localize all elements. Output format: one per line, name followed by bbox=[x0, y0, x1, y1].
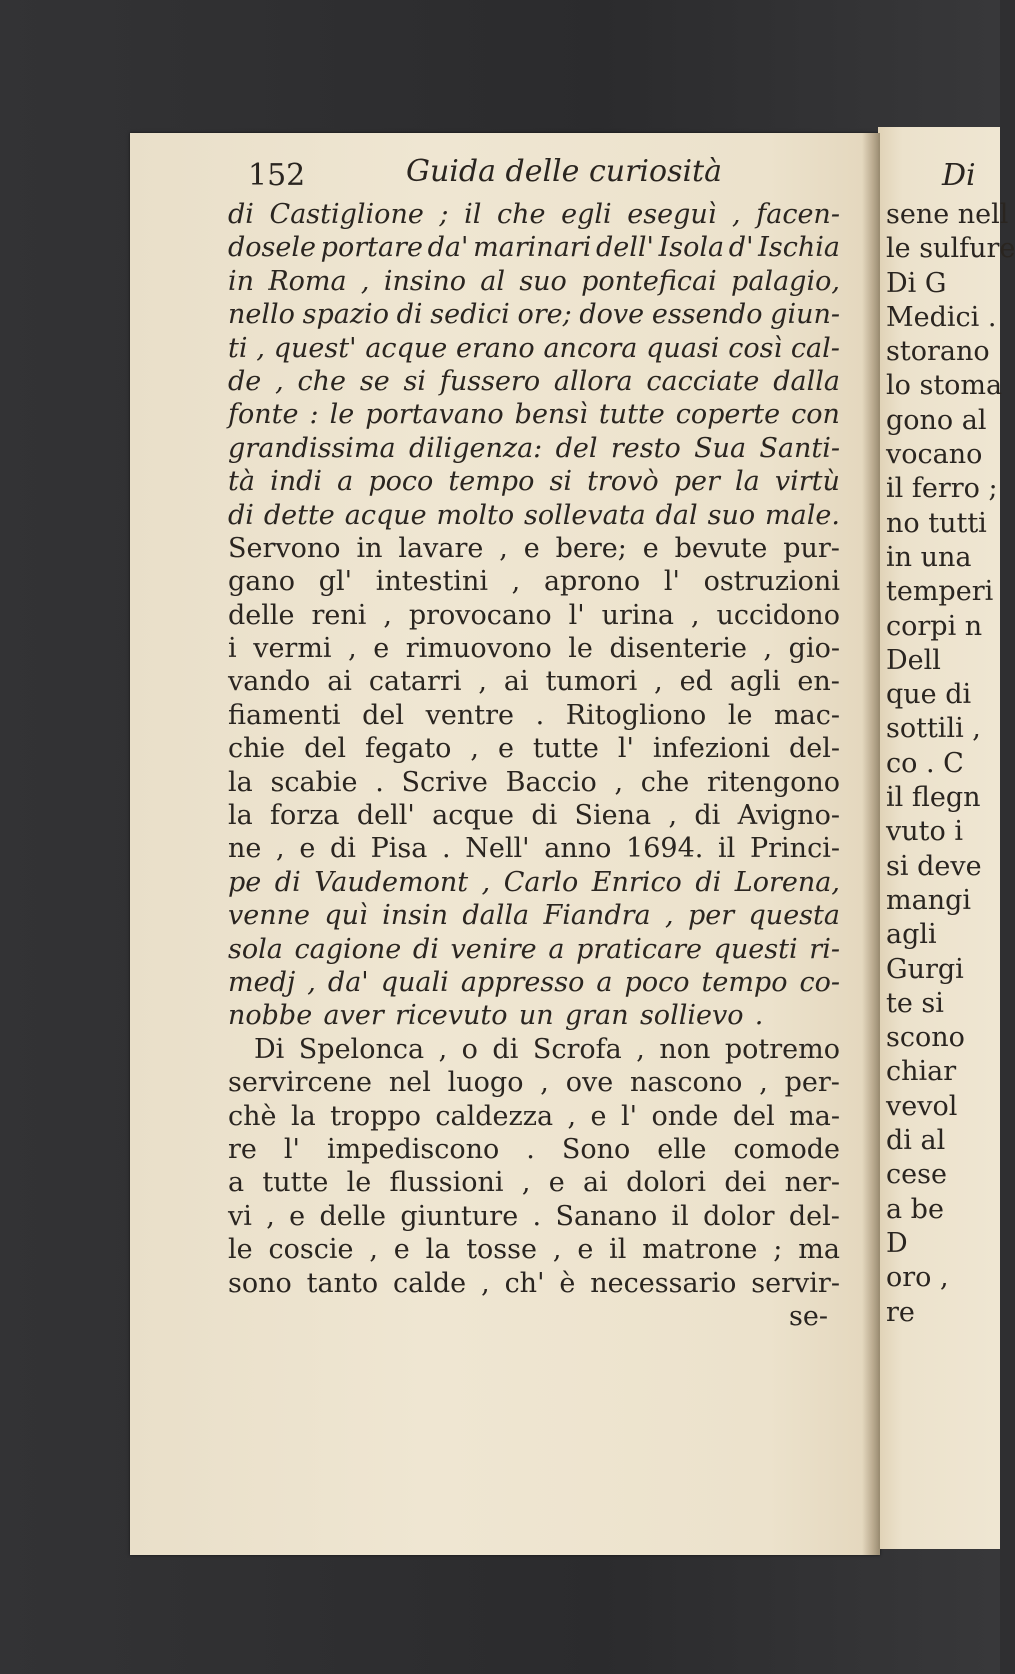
right-text-line: D bbox=[886, 1227, 908, 1259]
right-text-line: chiar bbox=[886, 1056, 957, 1088]
text-line: nobbe aver ricevuto un gran sollievo . bbox=[228, 1000, 764, 1032]
right-text-line: a be bbox=[886, 1193, 944, 1225]
right-text-line: que di bbox=[886, 679, 972, 711]
book-gutter bbox=[862, 133, 880, 1555]
text-line: fiamenti del ventre . Ritogliono le mac- bbox=[228, 699, 840, 731]
right-page-text bbox=[886, 154, 1015, 1330]
right-text-line: co . C bbox=[886, 747, 964, 779]
text-line: a tutte le flussioni , e ai dolori dei ner- bbox=[228, 1167, 840, 1199]
right-text-line: gono al bbox=[886, 404, 987, 436]
text-line: chè la troppo caldezza , e l' onde del ma- bbox=[228, 1100, 840, 1132]
text-line: i vermi , e rimuovono le disenterie , gio- bbox=[228, 633, 840, 665]
text-line: di Castiglione ; il che egli eseguì , facen- bbox=[228, 199, 840, 230]
page-header bbox=[228, 154, 840, 198]
right-text-line: il ferro ; bbox=[886, 473, 998, 505]
text-lines bbox=[228, 198, 840, 1300]
text-line: la forza dell' acque di Siena , di Avigno- bbox=[228, 800, 840, 832]
text-line: chie del fegato , e tutte l' infezioni del- bbox=[228, 733, 840, 765]
text-line: delle reni , provocano l' urina , uccidono bbox=[228, 599, 840, 631]
right-text-line: Di G bbox=[886, 267, 947, 299]
running-title: Guida delle curiosità bbox=[406, 154, 722, 189]
right-text-lines bbox=[886, 198, 1015, 1330]
right-text-line: re bbox=[886, 1296, 915, 1328]
right-text-line: mangi bbox=[886, 884, 972, 916]
text-line: servircene nel luogo , ove nascono , per- bbox=[228, 1067, 840, 1099]
right-text-line: in una bbox=[886, 541, 972, 573]
right-text-line: oro , bbox=[886, 1262, 949, 1294]
text-line: di dette acque molto sollevata dal suo male. bbox=[228, 499, 840, 531]
text-line: gano gl' intestini , aprono l' ostruzioni bbox=[228, 566, 840, 598]
text-line: ne , e di Pisa . Nell' anno 1694. il Princi- bbox=[228, 833, 840, 865]
right-text-line: le sulfure bbox=[886, 233, 1015, 265]
right-text-line: scono bbox=[886, 1022, 965, 1054]
text-line: tà indi a poco tempo si trovò per la virtù bbox=[228, 466, 840, 498]
right-text-line: il flegn bbox=[886, 782, 981, 814]
text-line: Di Spelonca , o di Scrofa , non potremo bbox=[254, 1033, 840, 1065]
right-text-line: si deve bbox=[886, 850, 982, 882]
right-text-line: temperi bbox=[886, 576, 994, 608]
right-running-title: Di bbox=[942, 158, 976, 193]
text-line: pe di Vaudemont , Carlo Enrico di Lorena, bbox=[228, 866, 840, 898]
right-text-line: sene nell bbox=[886, 199, 1009, 230]
text-line: vando ai catarri , ai tumori , ed agli en- bbox=[228, 666, 840, 698]
right-text-line: corpi n bbox=[886, 610, 983, 642]
page-number: 152 bbox=[248, 158, 306, 193]
right-text-line: vocano bbox=[886, 439, 983, 471]
right-text-line: Gurgi bbox=[886, 953, 964, 985]
text-line: le coscie , e la tosse , e il matrone ; ma bbox=[228, 1234, 840, 1266]
text-line: Servono in lavare , e bere; e bevute pur- bbox=[228, 532, 840, 564]
text-line: vi , e delle giunture . Sanano il dolor del- bbox=[228, 1200, 840, 1232]
right-text-line: te si bbox=[886, 987, 944, 1019]
text-line: nello spazio di sedici ore; dove essendo giun- bbox=[228, 299, 840, 331]
right-text-line: vevol bbox=[886, 1090, 958, 1122]
text-line: dosele portare da' marinari dell' Isola d' Ischia bbox=[228, 232, 840, 264]
right-text-line: no tutti bbox=[886, 507, 987, 539]
right-text-line: storano bbox=[886, 336, 990, 368]
text-line: medj , da' quali appresso a poco tempo co- bbox=[228, 966, 840, 998]
catchword: se- bbox=[789, 1300, 828, 1332]
right-text-line: sottili , bbox=[886, 713, 981, 745]
right-text-line: cese bbox=[886, 1159, 947, 1191]
right-text-line: di al bbox=[886, 1125, 946, 1157]
left-page-text bbox=[228, 154, 840, 1333]
text-line: sono tanto calde , ch' è necessario servir- bbox=[228, 1267, 840, 1299]
text-line: venne quì insin dalla Fiandra , per questa bbox=[228, 900, 840, 932]
right-text-line: Dell bbox=[886, 644, 941, 676]
text-line: sola cagione di venire a praticare questi ri- bbox=[228, 933, 840, 965]
text-line: la scabie . Scrive Baccio , che ritengono bbox=[228, 766, 840, 798]
text-line: grandissima diligenza: del resto Sua Santi- bbox=[228, 432, 840, 464]
right-text-line: agli bbox=[886, 919, 937, 951]
right-text-line: vuto i bbox=[886, 816, 963, 848]
text-line: in Roma , insino al suo ponteficai palagio, bbox=[228, 265, 840, 297]
right-text-line: Medici . bbox=[886, 301, 997, 333]
right-text-line: lo stoma bbox=[886, 370, 1003, 402]
text-line: de , che se si fussero allora cacciate dalla bbox=[228, 365, 840, 397]
text-line: ti , quest' acque erano ancora quasi così cal- bbox=[228, 332, 840, 364]
text-line: fonte : le portavano bensì tutte coperte con bbox=[228, 399, 840, 431]
text-line: re l' impediscono . Sono elle comode bbox=[228, 1133, 840, 1165]
